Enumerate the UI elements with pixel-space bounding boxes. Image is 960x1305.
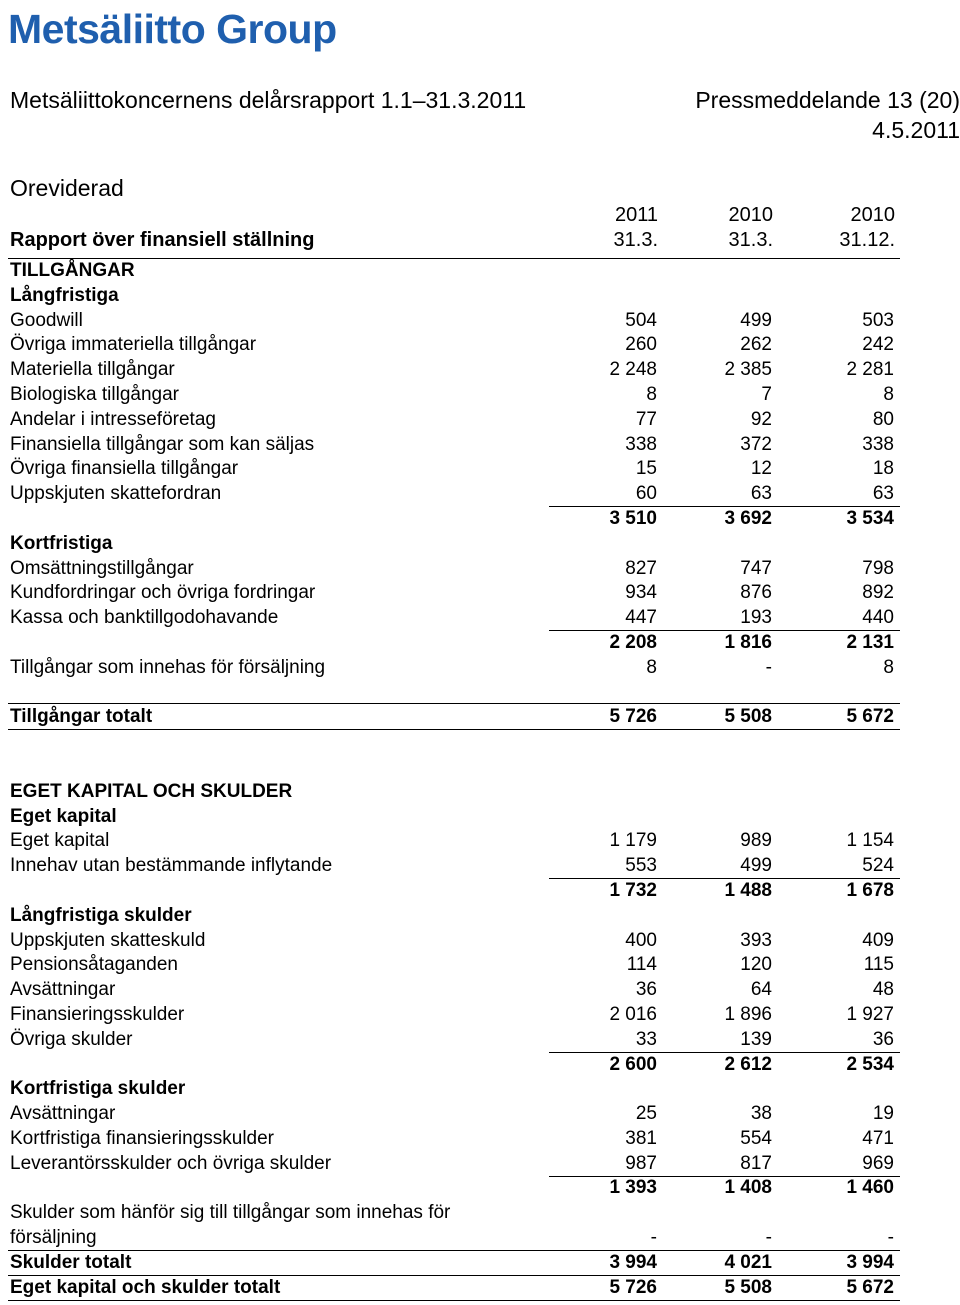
table-row [0, 284, 960, 309]
row-value: 38 [750, 1103, 772, 1125]
row-value: 260 [625, 334, 657, 356]
row-value: 15 [635, 458, 657, 480]
row-value: 499 [740, 309, 772, 331]
audit-status: Oreviderad [10, 175, 124, 201]
table-row [0, 383, 960, 408]
statement-title: Rapport över finansiell ställning [10, 229, 315, 251]
row-value: 2 281 [846, 359, 894, 381]
row-label: Eget kapital och skulder totalt [10, 1276, 281, 1298]
row-value: 1 678 [846, 879, 894, 901]
table-row [0, 606, 960, 631]
row-value: 36 [635, 979, 657, 1001]
row-value: 1 408 [724, 1177, 772, 1199]
row-label: Omsättningstillgångar [10, 557, 194, 579]
row-value: 1 460 [846, 1177, 894, 1199]
row-label: Kassa och banktillgodohavande [10, 607, 279, 629]
table-row [0, 457, 960, 482]
row-value: 36 [872, 1028, 894, 1050]
row-value: 8 [646, 383, 657, 405]
row-value: 372 [740, 433, 772, 455]
table-row [0, 408, 960, 433]
row-label: Materiella tillgångar [10, 359, 175, 381]
table-row [0, 581, 960, 606]
row-value: 747 [740, 557, 772, 579]
row-value: 8 [883, 383, 894, 405]
row-value: 3 510 [609, 507, 657, 529]
row-value: 2 534 [846, 1053, 894, 1075]
table-row [0, 433, 960, 458]
row-value: 5 726 [609, 1276, 657, 1298]
row-value: 114 [626, 954, 657, 976]
table-row [0, 1003, 960, 1028]
row-value: 80 [872, 408, 894, 430]
table-row [0, 1176, 960, 1201]
row-value: 440 [862, 607, 894, 629]
table-row [0, 755, 960, 780]
column-date-3: 31.12. [839, 229, 895, 251]
table-row [0, 1276, 960, 1301]
row-value: 120 [740, 954, 772, 976]
row-value: 3 692 [724, 507, 772, 529]
row-value: 876 [740, 582, 772, 604]
row-label: Goodwill [10, 309, 83, 331]
table-row [0, 805, 960, 830]
row-value: 504 [625, 309, 657, 331]
row-value: 4 021 [724, 1251, 772, 1273]
row-value: 8 [646, 656, 657, 678]
row-value: 934 [625, 582, 657, 604]
row-label: EGET KAPITAL OCH SKULDER [10, 780, 293, 802]
row-value: 338 [862, 433, 894, 455]
row-value: 12 [750, 458, 772, 480]
row-value: 447 [625, 607, 657, 629]
table-row [0, 532, 960, 557]
row-value: 5 508 [724, 1276, 772, 1298]
row-value: 2 248 [609, 359, 657, 381]
row-value: 499 [740, 855, 772, 877]
table-row [0, 854, 960, 879]
table-row [0, 333, 960, 358]
row-value: 989 [740, 830, 772, 852]
row-value: 1 927 [846, 1003, 894, 1025]
row-label: Finansieringsskulder [10, 1003, 185, 1025]
table-row [0, 259, 960, 284]
row-value: 64 [750, 979, 772, 1001]
row-value: 381 [625, 1127, 657, 1149]
row-value: 2 385 [724, 359, 772, 381]
row-value: 524 [862, 855, 894, 877]
row-label: Avsättningar [10, 1103, 116, 1125]
row-value: 553 [625, 855, 657, 877]
row-label: Innehav utan bestämmande inflytande [10, 855, 333, 877]
row-value: 3 994 [609, 1251, 657, 1273]
row-value: 5 672 [846, 706, 894, 728]
row-label: Övriga skulder [10, 1028, 133, 1050]
row-value: 393 [740, 929, 772, 951]
row-value: 798 [862, 557, 894, 579]
table-row [0, 557, 960, 582]
row-value: 19 [872, 1103, 894, 1125]
row-label: Kortfristiga [10, 532, 113, 554]
table-row [0, 309, 960, 334]
table-row [0, 953, 960, 978]
row-value: 8 [883, 656, 894, 678]
row-value: 5 672 [846, 1276, 894, 1298]
table-row [0, 1028, 960, 1053]
row-value: 3 994 [846, 1251, 894, 1273]
press-release-label: Pressmeddelande 13 (20) [695, 87, 960, 113]
balance-sheet-table [0, 259, 960, 1300]
row-value: 92 [750, 408, 772, 430]
row-value: 193 [740, 607, 772, 629]
row-value: 1 732 [609, 879, 657, 901]
row-value: 115 [863, 954, 894, 976]
row-value: 827 [625, 557, 657, 579]
total-rule [8, 1300, 900, 1301]
row-value: 892 [862, 582, 894, 604]
table-row [0, 1127, 960, 1152]
table-row [0, 507, 960, 532]
row-value: 63 [872, 483, 894, 505]
row-label: Tillgångar som innehas för försäljning [10, 656, 326, 678]
row-label: Uppskjuten skatteskuld [10, 929, 206, 951]
column-year-3: 2010 [850, 204, 895, 226]
table-row [0, 1152, 960, 1177]
row-value: 503 [862, 309, 894, 331]
row-value: 471 [862, 1127, 894, 1149]
report-title: Metsäliittokoncernens delårsrapport 1.1–31.3.2011 [10, 87, 527, 113]
row-value: 7 [761, 383, 772, 405]
column-year-2: 2010 [728, 204, 773, 226]
row-value: 25 [635, 1103, 657, 1125]
row-value: 5 508 [724, 706, 772, 728]
table-row [0, 1102, 960, 1127]
row-value: 77 [635, 408, 657, 430]
row-label: Uppskjuten skattefordran [10, 483, 222, 505]
column-date-1: 31.3. [613, 229, 658, 251]
table-row [0, 929, 960, 954]
row-value: 1 816 [724, 631, 772, 653]
row-label: Tillgångar totalt [10, 706, 153, 728]
row-value: 2 016 [609, 1003, 657, 1025]
row-label: Finansiella tillgångar som kan säljas [10, 433, 315, 455]
table-row [0, 631, 960, 656]
total-rule [8, 703, 900, 704]
row-value: 63 [750, 483, 772, 505]
row-label: Kundfordringar och övriga fordringar [10, 582, 316, 604]
table-row [0, 482, 960, 507]
row-value: 400 [625, 929, 657, 951]
row-label: Långfristiga [10, 284, 119, 306]
row-label: Skulder totalt [10, 1251, 132, 1273]
row-value: 554 [740, 1127, 772, 1149]
table-row [0, 730, 960, 755]
row-label: försäljning [10, 1227, 97, 1249]
company-logo: Metsäliitto Group [8, 6, 337, 52]
row-label: Avsättningar [10, 979, 116, 1001]
row-value: 18 [872, 458, 894, 480]
row-value: - [765, 656, 772, 678]
row-value: 1 488 [724, 879, 772, 901]
row-value: - [650, 1227, 657, 1249]
row-label: Eget kapital [10, 830, 110, 852]
row-label: Eget kapital [10, 805, 117, 827]
table-row [0, 829, 960, 854]
table-row [0, 978, 960, 1003]
row-value: 262 [740, 334, 772, 356]
row-label: Långfristiga skulder [10, 904, 192, 926]
table-row [0, 656, 960, 681]
row-value: 2 131 [846, 631, 894, 653]
row-value: 1 179 [609, 830, 657, 852]
table-row [0, 1226, 960, 1251]
row-label: Skulder som hänför sig till tillgångar som innehas för [10, 1202, 451, 1224]
table-row [0, 1053, 960, 1078]
row-label: Pensionsåtaganden [10, 954, 178, 976]
press-release-date: 4.5.2011 [872, 117, 960, 143]
row-label: Leverantörsskulder och övriga skulder [10, 1152, 332, 1174]
table-row [0, 705, 960, 730]
row-value: 5 726 [609, 706, 657, 728]
row-value: 1 154 [846, 830, 894, 852]
row-value: 1 393 [609, 1177, 657, 1199]
table-row [0, 780, 960, 805]
row-value: 60 [635, 483, 657, 505]
row-value: 33 [635, 1028, 657, 1050]
row-value: 1 896 [724, 1003, 772, 1025]
column-year-1: 2011 [614, 204, 658, 226]
table-row [0, 681, 960, 706]
row-value: 3 534 [846, 507, 894, 529]
row-value: 409 [862, 929, 894, 951]
row-value: 987 [625, 1152, 657, 1174]
row-label: Kortfristiga finansieringsskulder [10, 1127, 275, 1149]
table-row [0, 358, 960, 383]
row-value: 48 [872, 979, 894, 1001]
row-value: 817 [740, 1152, 772, 1174]
row-label: Andelar i intresseföretag [10, 408, 216, 430]
row-value: 338 [625, 433, 657, 455]
row-label: Biologiska tillgångar [10, 383, 179, 405]
row-value: 242 [862, 334, 894, 356]
row-label: Övriga finansiella tillgångar [10, 458, 239, 480]
row-value: 969 [862, 1152, 894, 1174]
row-value: 139 [740, 1028, 772, 1050]
table-row [0, 1077, 960, 1102]
row-value: - [765, 1227, 772, 1249]
row-label: Övriga immateriella tillgångar [10, 334, 257, 356]
table-row [0, 904, 960, 929]
row-value: 2 612 [724, 1053, 772, 1075]
row-value: 2 600 [609, 1053, 657, 1075]
table-row [0, 1251, 960, 1276]
column-date-2: 31.3. [728, 229, 773, 251]
table-row [0, 1201, 960, 1226]
row-value: 2 208 [609, 631, 657, 653]
table-row [0, 879, 960, 904]
row-label: TILLGÅNGAR [10, 260, 135, 281]
row-value: - [887, 1227, 894, 1249]
row-label: Kortfristiga skulder [10, 1078, 186, 1100]
